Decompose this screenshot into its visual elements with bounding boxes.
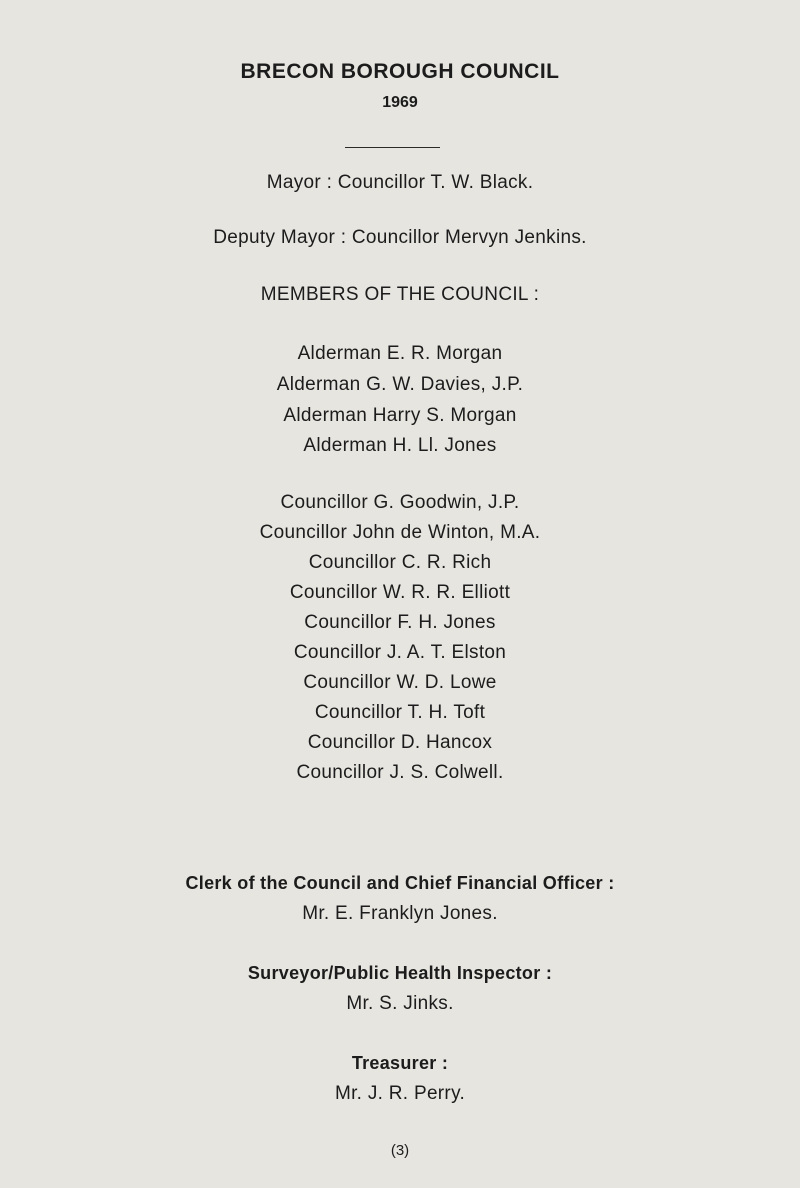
councillor-item: Councillor D. Hancox	[307, 732, 493, 753]
councillor-item: Councillor J. A. T. Elston	[293, 642, 507, 663]
alderman-item: Alderman H. Ll. Jones	[303, 435, 497, 456]
councillor-item: Councillor T. H. Toft	[314, 702, 486, 723]
clerk-heading: Clerk of the Council and Chief Financial Officer :	[185, 873, 615, 893]
year: 1969	[382, 94, 418, 111]
surveyor-heading: Surveyor/Public Health Inspector :	[247, 963, 553, 983]
treasurer-name: Mr. J. R. Perry.	[334, 1083, 466, 1104]
alderman-item: Alderman Harry S. Morgan	[283, 405, 517, 426]
members-heading: MEMBERS OF THE COUNCIL :	[260, 284, 540, 305]
page-number: (3)	[390, 1142, 410, 1159]
deputy-mayor-line: Deputy Mayor : Councillor Mervyn Jenkins.	[213, 227, 587, 248]
surveyor-name: Mr. S. Jinks.	[346, 993, 454, 1014]
mayor-line: Mayor : Councillor T. W. Black.	[266, 172, 534, 193]
council-title: BRECON BOROUGH COUNCIL	[240, 60, 560, 83]
divider-rule	[345, 147, 440, 148]
councillor-item: Councillor G. Goodwin, J.P.	[280, 492, 520, 513]
councillor-item: Councillor John de Winton, M.A.	[259, 522, 541, 543]
councillor-item: Councillor J. S. Colwell.	[296, 762, 504, 783]
councillor-item: Councillor C. R. Rich	[308, 552, 492, 573]
alderman-item: Alderman G. W. Davies, J.P.	[276, 374, 524, 395]
clerk-name: Mr. E. Franklyn Jones.	[302, 903, 498, 924]
councillor-item: Councillor F. H. Jones	[304, 612, 496, 633]
councillor-item: Councillor W. D. Lowe	[303, 672, 497, 693]
treasurer-heading: Treasurer :	[351, 1053, 449, 1073]
councillor-item: Councillor W. R. R. Elliott	[289, 582, 511, 603]
alderman-item: Alderman E. R. Morgan	[297, 343, 503, 364]
